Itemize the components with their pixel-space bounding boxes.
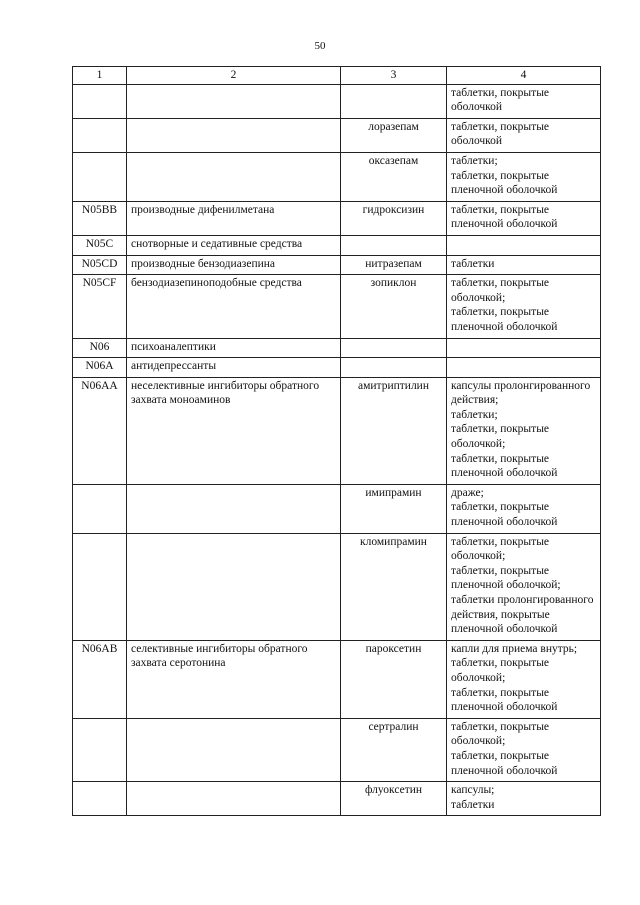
table-row xyxy=(73,640,601,718)
table-row xyxy=(73,255,601,275)
table-body xyxy=(73,84,601,816)
table-row xyxy=(73,152,601,201)
drug-name-cell: амитриптилин xyxy=(341,377,447,484)
dosage-form-line: капсулы пролонгированного действия; xyxy=(451,379,591,407)
dosage-form-line: капли для приема внутрь; xyxy=(451,642,578,655)
pharmacological-group-cell: производные бензодиазепина xyxy=(127,255,341,275)
table-row xyxy=(73,377,601,484)
dosage-form-cell xyxy=(447,640,601,718)
table-row xyxy=(73,533,601,640)
dosage-form-line: таблетки, покрытые оболочкой; xyxy=(451,720,550,748)
dosage-form-line: таблетки, покрытые пленочной оболочкой xyxy=(451,686,558,714)
atc-code-cell xyxy=(73,152,127,201)
dosage-form-line: таблетки, покрытые оболочкой; xyxy=(451,535,550,563)
atc-code-cell xyxy=(73,484,127,533)
drug-table xyxy=(72,66,601,816)
table-row xyxy=(73,275,601,338)
table-header-row xyxy=(73,67,601,85)
drug-name-cell: сертралин xyxy=(341,718,447,781)
pharmacological-group-cell: антидепрессанты xyxy=(127,358,341,378)
table-row xyxy=(73,782,601,816)
pharmacological-group-cell: неселективные ингибиторы обратного захвата моноаминов xyxy=(127,377,341,484)
atc-code-cell xyxy=(73,782,127,816)
pharmacological-group-cell xyxy=(127,84,341,118)
dosage-form-line: таблетки, покрытые пленочной оболочкой xyxy=(451,501,558,529)
drug-name-cell: нитразепам xyxy=(341,255,447,275)
dosage-form-cell xyxy=(447,255,601,275)
dosage-form-line: таблетки, покрытые оболочкой xyxy=(451,120,550,148)
dosage-form-line: драже; xyxy=(451,486,484,499)
table-row xyxy=(73,118,601,152)
table-row xyxy=(73,201,601,235)
dosage-form-line: таблетки; xyxy=(451,154,498,167)
atc-code-cell: N06 xyxy=(73,338,127,358)
table-row xyxy=(73,358,601,378)
dosage-form-cell xyxy=(447,201,601,235)
header-col-4: 4 xyxy=(447,67,601,85)
drug-name-cell: лоразепам xyxy=(341,118,447,152)
dosage-form-line: капсулы; xyxy=(451,784,495,797)
header-col-3: 3 xyxy=(341,67,447,85)
pharmacological-group-cell xyxy=(127,718,341,781)
header-col-1: 1 xyxy=(73,67,127,85)
dosage-form-line: таблетки, покрытые пленочной оболочкой xyxy=(451,306,558,333)
pharmacological-group-cell xyxy=(127,782,341,816)
pharmacological-group-cell xyxy=(127,533,341,640)
atc-code-cell: N06AB xyxy=(73,640,127,718)
table-row xyxy=(73,84,601,118)
drug-name-cell xyxy=(341,338,447,358)
pharmacological-group-cell xyxy=(127,152,341,201)
dosage-form-cell xyxy=(447,152,601,201)
drug-name-cell: имипрамин xyxy=(341,484,447,533)
atc-code-cell xyxy=(73,533,127,640)
dosage-form-line: таблетки, покрытые оболочкой xyxy=(451,86,550,114)
atc-code-cell: N05BB xyxy=(73,201,127,235)
dosage-form-cell xyxy=(447,118,601,152)
dosage-form-line: таблетки, покрытые пленочной оболочкой xyxy=(451,169,558,197)
dosage-form-line: таблетки, покрытые пленочной оболочкой xyxy=(451,203,558,231)
atc-code-cell xyxy=(73,84,127,118)
pharmacological-group-cell: бензодиазепиноподобные средства xyxy=(127,275,341,338)
atc-code-cell xyxy=(73,718,127,781)
dosage-form-cell xyxy=(447,358,601,378)
dosage-form-line: таблетки xyxy=(451,798,495,811)
drug-name-cell: флуоксетин xyxy=(341,782,447,816)
dosage-form-line: таблетки, покрытые оболочкой; xyxy=(451,423,550,451)
drug-name-cell xyxy=(341,235,447,255)
atc-code-cell: N05C xyxy=(73,235,127,255)
atc-code-cell: N06A xyxy=(73,358,127,378)
pharmacological-group-cell xyxy=(127,118,341,152)
dosage-form-line: таблетки; xyxy=(451,408,498,421)
pharmacological-group-cell: производные дифенилметана xyxy=(127,201,341,235)
table-row xyxy=(73,484,601,533)
dosage-form-cell xyxy=(447,533,601,640)
dosage-form-cell xyxy=(447,275,601,338)
drug-name-cell: гидроксизин xyxy=(341,201,447,235)
page-number: 50 xyxy=(314,40,326,52)
drug-name-cell: зопиклон xyxy=(341,275,447,338)
dosage-form-line: таблетки, покрытые оболочкой; xyxy=(451,277,550,304)
dosage-form-cell xyxy=(447,782,601,816)
table-row xyxy=(73,718,601,781)
dosage-form-line: таблетки xyxy=(451,257,495,270)
header-col-2: 2 xyxy=(127,67,341,85)
pharmacological-group-cell: психоаналептики xyxy=(127,338,341,358)
dosage-form-line: таблетки, покрытые пленочной оболочкой xyxy=(451,452,558,480)
drug-name-cell: пароксетин xyxy=(341,640,447,718)
dosage-form-line: таблетки пролонгированного действия, покрытые пленочной оболочкой xyxy=(451,594,594,636)
drug-name-cell: кломипрамин xyxy=(341,533,447,640)
dosage-form-line: таблетки, покрытые пленочной оболочкой; xyxy=(451,564,561,592)
table-row xyxy=(73,235,601,255)
pharmacological-group-cell: селективные ингибиторы обратного захвата серотонина xyxy=(127,640,341,718)
dosage-form-cell xyxy=(447,718,601,781)
dosage-form-cell xyxy=(447,235,601,255)
atc-code-cell: N05CD xyxy=(73,255,127,275)
atc-code-cell: N06AA xyxy=(73,377,127,484)
pharmacological-group-cell: снотворные и седативные средства xyxy=(127,235,341,255)
drug-name-cell: оксазепам xyxy=(341,152,447,201)
dosage-form-line: таблетки, покрытые пленочной оболочкой xyxy=(451,749,558,777)
dosage-form-line: таблетки, покрытые оболочкой; xyxy=(451,657,550,684)
atc-code-cell xyxy=(73,118,127,152)
dosage-form-cell xyxy=(447,338,601,358)
dosage-form-cell xyxy=(447,84,601,118)
table-row xyxy=(73,338,601,358)
pharmacological-group-cell xyxy=(127,484,341,533)
atc-code-cell: N05CF xyxy=(73,275,127,338)
dosage-form-cell xyxy=(447,377,601,484)
drug-name-cell xyxy=(341,358,447,378)
drug-name-cell xyxy=(341,84,447,118)
dosage-form-cell xyxy=(447,484,601,533)
